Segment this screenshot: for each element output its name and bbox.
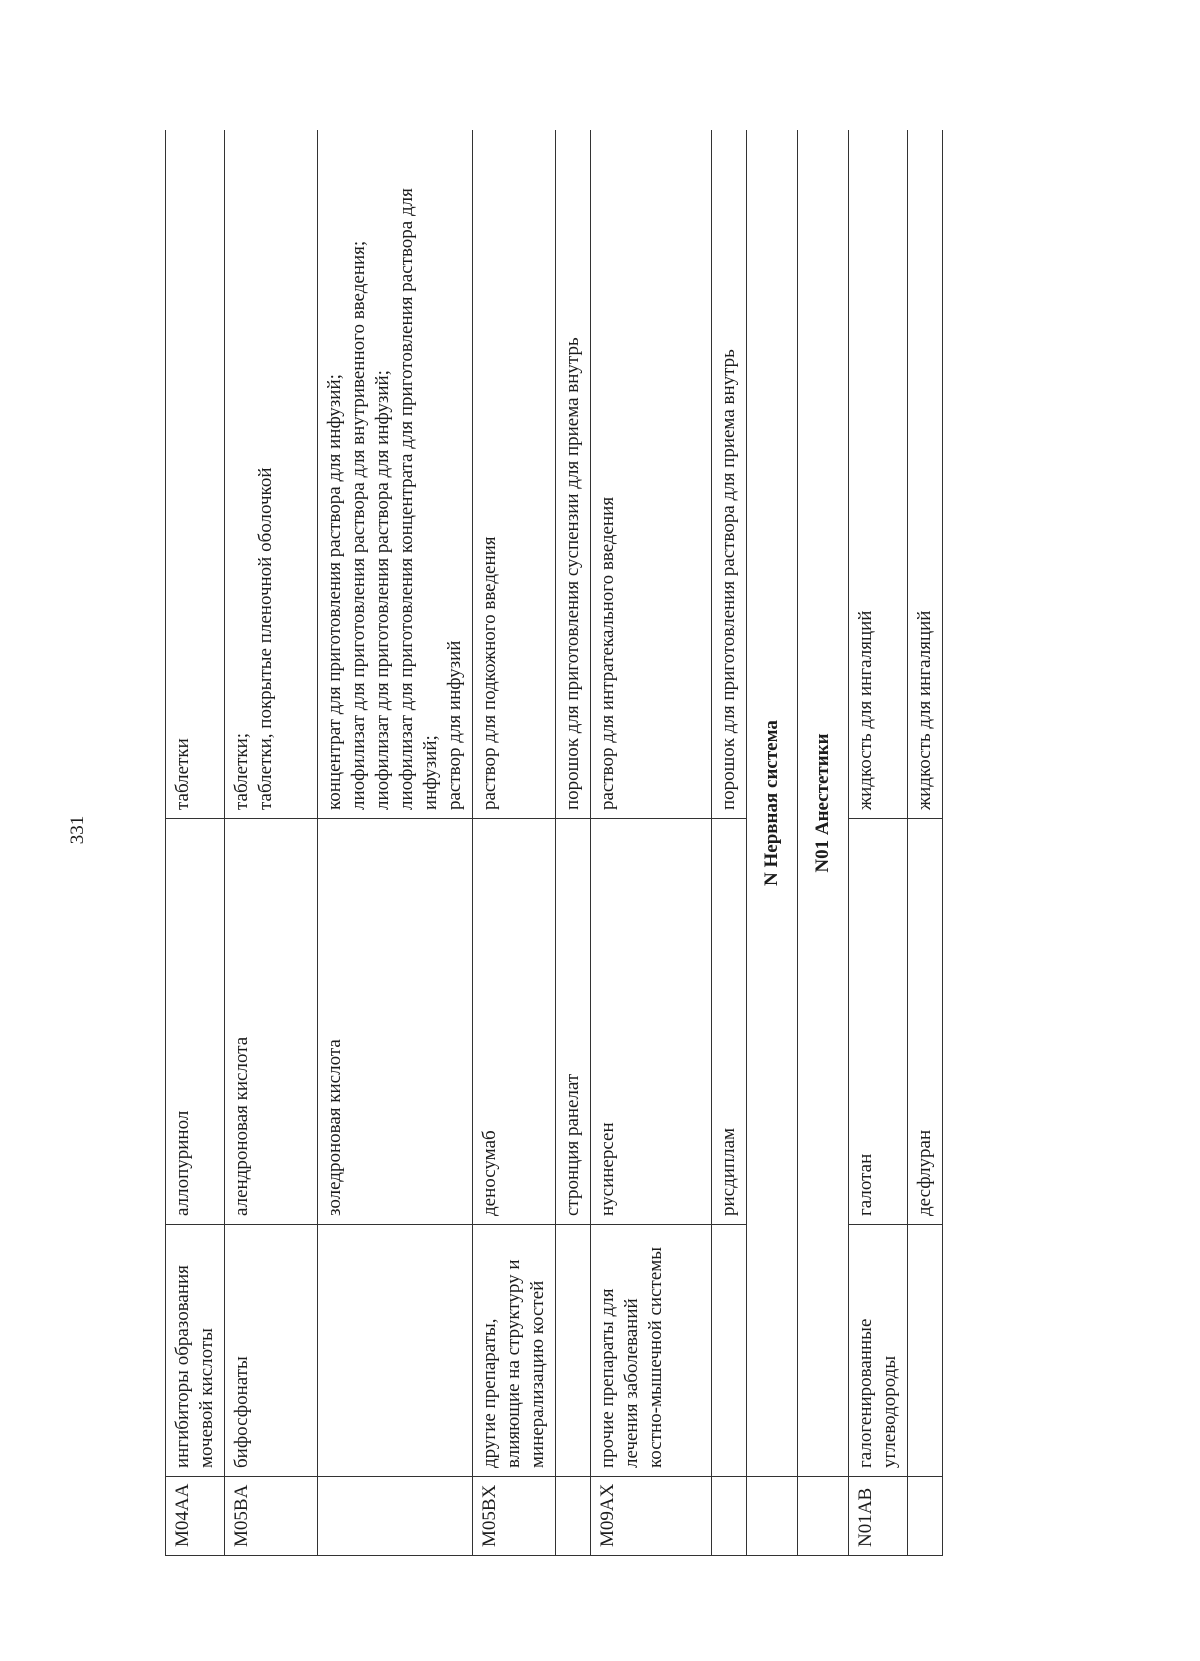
inn-cell: золедроновая кислота bbox=[318, 819, 473, 1225]
group-name-cell bbox=[908, 1225, 943, 1477]
dosage-form-line: раствор для инфузий bbox=[444, 640, 465, 810]
dosage-form-cell bbox=[166, 130, 225, 819]
table-row bbox=[712, 130, 747, 1556]
group-name-cell: другие препараты, влияющие на структуру и минерализацию костей bbox=[473, 1225, 556, 1477]
atc-code-cell bbox=[908, 1477, 943, 1556]
table-row bbox=[225, 130, 318, 1556]
group-name-cell: прочие препараты для лечения заболеваний костно-мышечной системы bbox=[591, 1225, 712, 1477]
table-row bbox=[908, 130, 943, 1556]
dosage-form-line: таблетки; bbox=[231, 732, 252, 810]
section-title-anesthetics: N01 Анестетики bbox=[798, 130, 849, 1477]
atc-code-cell: M04AA bbox=[166, 1477, 225, 1556]
dosage-form-cell bbox=[849, 130, 908, 819]
inn-cell: рисдиплам bbox=[712, 819, 747, 1225]
atc-code-cell: M09AX bbox=[591, 1477, 712, 1556]
atc-code-cell bbox=[556, 1477, 591, 1556]
section-row bbox=[798, 130, 849, 1556]
dosage-form-line: лиофилизат для приготовления концентрата для приготовления раствора для инфузий; bbox=[396, 188, 441, 810]
inn-cell: галотан bbox=[849, 819, 908, 1225]
group-name-cell: ингибиторы образования мочевой кислоты bbox=[166, 1225, 225, 1477]
dosage-form-line: лиофилизат для приготовления раствора для инфузий; bbox=[372, 370, 393, 810]
section-title-nervous-system: N Нервная система bbox=[747, 130, 798, 1477]
atc-code-cell: M05BA bbox=[225, 1477, 318, 1556]
group-name-cell: бифосфонаты bbox=[225, 1225, 318, 1477]
inn-cell: стронция ранелат bbox=[556, 819, 591, 1225]
table-row bbox=[318, 130, 473, 1556]
dosage-form-cell bbox=[556, 130, 591, 819]
inn-cell: аллопуринол bbox=[166, 819, 225, 1225]
dosage-form-line: жидкость для ингаляций bbox=[855, 610, 876, 810]
dosage-form-cell bbox=[712, 130, 747, 819]
dosage-form-cell bbox=[225, 130, 318, 819]
section-row-spacer bbox=[747, 1477, 798, 1556]
table-row bbox=[473, 130, 556, 1556]
inn-cell: алендроновая кислота bbox=[225, 819, 318, 1225]
dosage-form-line: жидкость для ингаляций bbox=[914, 610, 935, 810]
inn-cell: нусинерсен bbox=[591, 819, 712, 1225]
drug-table bbox=[165, 130, 943, 1556]
atc-code-cell bbox=[318, 1477, 473, 1556]
dosage-form-line: раствор для подкожного введения bbox=[479, 536, 500, 810]
table-row bbox=[591, 130, 712, 1556]
group-name-cell bbox=[712, 1225, 747, 1477]
atc-code-cell: M05BX bbox=[473, 1477, 556, 1556]
dosage-form-cell bbox=[318, 130, 473, 819]
group-name-cell bbox=[556, 1225, 591, 1477]
group-name-cell bbox=[318, 1225, 473, 1477]
table-row bbox=[166, 130, 225, 1556]
inn-cell: десфлуран bbox=[908, 819, 943, 1225]
table-row bbox=[556, 130, 591, 1556]
dosage-form-line: раствор для интратекального введения bbox=[597, 496, 618, 810]
dosage-form-cell bbox=[473, 130, 556, 819]
dosage-form-cell bbox=[908, 130, 943, 819]
inn-cell: деносумаб bbox=[473, 819, 556, 1225]
section-row-spacer bbox=[798, 1477, 849, 1556]
rotated-table-container bbox=[165, 130, 1071, 1556]
dosage-form-line: таблетки bbox=[172, 738, 193, 810]
atc-code-cell: N01AB bbox=[849, 1477, 908, 1556]
dosage-form-line: концентрат для приготовления раствора для инфузий; bbox=[324, 374, 345, 810]
dosage-form-line: лиофилизат для приготовления раствора для внутривенного введения; bbox=[348, 240, 369, 810]
group-name-cell: галогенированные углеводороды bbox=[849, 1225, 908, 1477]
dosage-form-line: таблетки, покрытые пленочной оболочкой bbox=[255, 467, 276, 810]
section-row bbox=[747, 130, 798, 1556]
dosage-form-line: порошок для приготовления раствора для приема внутрь bbox=[718, 349, 739, 810]
dosage-form-cell bbox=[591, 130, 712, 819]
atc-code-cell bbox=[712, 1477, 747, 1556]
dosage-form-line: порошок для приготовления суспензии для приема внутрь bbox=[562, 337, 583, 810]
table-row bbox=[849, 130, 908, 1556]
table-frame bbox=[165, 130, 1071, 1556]
page-number: 331 bbox=[67, 815, 88, 845]
